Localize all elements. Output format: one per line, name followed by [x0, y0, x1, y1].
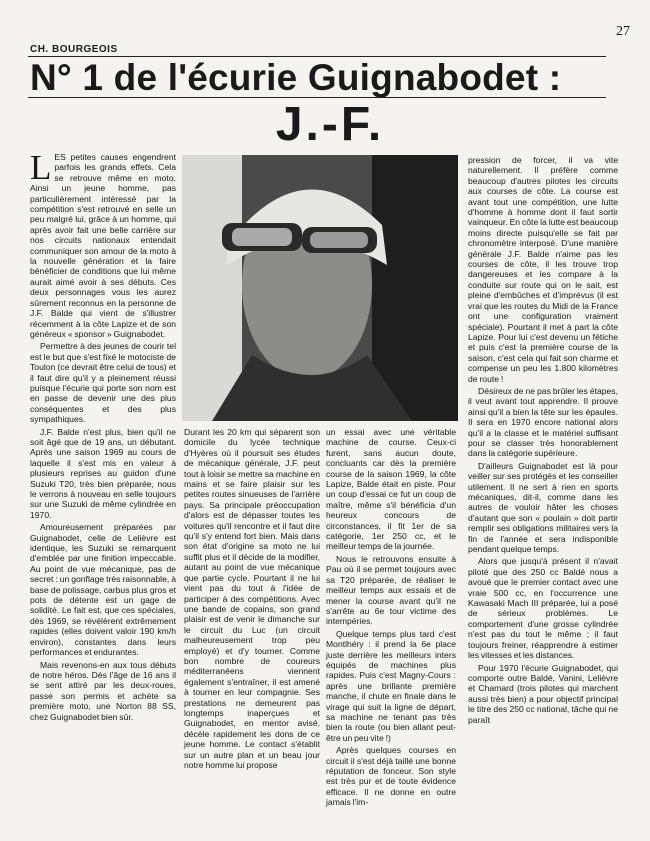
paragraph: Mais revenons-en aux tous débuts de notre héros. Dès l'âge de 16 ans il se sent attiré par les deux-roues, passe son permis et achète sa première moto, une Norton 88 SS, chez Guignabodet bien sûr. — [30, 659, 176, 722]
paragraph: D'ailleurs Guignabodet est là pour veiller sur ses protégés et les conseiller utilement. Il ne sert à rien en sports mécaniques, dit-il, comme dans les autres de vouloir hâter les choses d'autant que son « poulain » doit partir remplir ses obligations militaires vers la fin de l'année et sera indisponible pendant quelque temps. — [468, 460, 618, 555]
rider-portrait-photo — [182, 155, 458, 421]
article-column-4 — [468, 155, 618, 727]
paragraph: Durant les 20 km qui séparent son domicile du lycée technique d'Hyères où il poursuit ses études de mécanique générale, J.F. peut tout à loisir se mettre sa machine en mains et se faire plaisir sur les petites routes sinueuses de l'arrière pays. Sa principale préoccupation d'alors est de dépasser toutes les voitures qu'il rencontre et il faut dire qu'il s'y entend fort bien. Mais dans son état d'origine sa moto ne lui suffit plus et il décide de la modifier, autant au point de vue mécanique que partie cycle. Pourtant il ne lui vient pas du tout à l'idée de participer à des compétitions. Avec une bande de copains, son grand plaisir est de venir le dimanche sur le circuit du Luc (un circuit malheureusement trop peu employé) et d'y tourner. Comme bon nombre de coureurs méditerranéens viennent également s'entraîner, il est amené à tourner en leur compagnie. Ses prestations ne demeurent pas longtemps inaperçues et Guignabodet, en mentor avisé, décèle rapidement les dons de ce jeune homme. Le contact s'établit sur un autre plan et un beau jour notre homme lui propose — [184, 427, 320, 770]
drop-cap: L — [30, 148, 52, 187]
article-headline: N° 1 de l'écurie Guignabodet : — [30, 57, 562, 98]
paragraph — [30, 148, 176, 339]
paragraph: Amoureusement préparées par Guignabodet, celle de Lelièvre est identique, les Suzuki se remarquent d'emblée par une finition impeccable. Au point de vue mécanique, pas de secret : un gonflage très raisonnable, à base de polissage, carbus plus gros et pots de détente est un gage de solidité. Le fait est, que ces spéciales, dès 1969, se révélèrent extrêmement rapides (elles doivent valoir 190 km/h environ), constantes dans leurs performances et endurantes. — [30, 522, 176, 658]
paragraph: Nous le retrouvons ensuite à Pau où il se permet toujours avec sa T20 préparée, de réaliser le meilleur temps aux essais et de mener la course avant qu'il ne s'arrête au 6e tour victime des intempéries. — [326, 553, 456, 627]
article-subhead: J.-F. — [275, 98, 385, 151]
article-column-1 — [30, 148, 176, 724]
article-column-3 — [326, 427, 456, 810]
paragraph: Désireux de ne pas brûler les étapes, il veut avant tout apprendre. Il prouve ainsi qu'il a bien la tête sur les épaules. Il sera en 1970 encore national alors qu'il a la classe et le matériel suffisant pour se classer très honorablement dans la catégorie supérieure. — [468, 385, 618, 459]
page-number: 27 — [616, 24, 630, 39]
paragraph-text: ES petites causes engendrent parfois les grands effets. Cela se retrouve même en moto. Ainsi un jeune homme, pas particulièrement intéressé par la compétition s'est retrouvé en selle un peu malgré lui, grâce à un homme, qui après avoir fait une belle carrière sur nos circuits nationaux entendait communiquer son amour de la moto à la nouvelle génération et la faire bénéficier de conditions que lui même aurait aimé avoir à ses débuts. Ces deux personnages vous les aurez sûrement reconnus en la personne de J.F. Balde qui vient de s'illustrer récemment à la côte Lapize et de son généreux « sponsor » Guignabodet. — [30, 152, 176, 339]
paragraph: pression de forcer, il va vite naturellement. Il préfère comme beaucoup d'autres pilotes les circuits aux courses de côte. La course est avant tout une compétition, une lutte d'homme à homme dont il faut sortir vainqueur. En côte la lutte est beaucoup moins directe puisqu'elle se fait par chronomètre interposé. D'une manière générale J.F. Balde n'aime pas les courses de côte, il les trouve trop dangereuses et les compare à la conduite sur route qui on le sait, est pleine d'embûches et d'imprévus (il est vrai que les routes du Midi de la France ont une configuration vraiment spéciale). Pourtant il met à part la côte Lapize. Pour lui c'est devenu un fétiche et puis c'est la première course de la saison, c'est cela qui fait son charme et compense un peu les 1.800 kilomètres de route ! — [468, 155, 618, 384]
article-column-2 — [184, 427, 320, 772]
paragraph: Pour 1970 l'écurie Guignabodet, qui comporte outre Baldé, Vanini, Lelièvre et Chamard (trois pilotes qui marchent aussi très bien) a pour objectif principal le titre des 250 cc national, tâche qui ne paraît — [468, 662, 618, 725]
paragraph: Permettre à des jeunes de courir tel est le but que s'est fixé le motociste de Toulon (ce devrait être celui de tous) et il faut dire qu'il y a pleinement réussi puisque l'écurie qui porte son nom est en passe de devenir une des plus conséquentes et des plus sympathiques. — [30, 341, 176, 425]
paragraph: Alors que jusqu'à présent il n'avait piloté que des 250 cc Baldé nous a avoué que le premier contact avec une vraie 500 cc, en l'occurrence une Kawasaki Mach III préparée, lui a posé de sérieux problèmes. Le comportement d'une grosse cylindrée n'est pas du tout le même ; il faut toujours freiner, réapprendre à estimer les vitesses et les distances. — [468, 556, 618, 661]
paragraph: Quelque temps plus tard c'est Montlhéry : il prend la 6e place juste derrière les meilleurs inters équipés de machines plus rapides. Puis c'est Magny-Cours : après une brillante première manche, il chute en finale dans le virage qui suit la ligne de départ, sa machine ne tenant pas très bien la route (ou bien allant peut-être un peu vite !) — [326, 628, 456, 743]
author-byline: CH. BOURGEOIS — [30, 44, 118, 55]
paragraph: un essai avec une véritable machine de course. Ceux-ci furent, sans aucun doute, concluants car dès la première course de la saison 1969, la côte Lapize, Balde était en piste. Pour un coup d'essai ce fut un coup de maître, même s'il bénéficia d'un heureux concours de circonstances, il fit 1er de sa catégorie, 1er 250 cc, et le meilleur temps de la journée. — [326, 427, 456, 552]
paragraph: J.F. Balde n'est plus, bien qu'il ne soit âgé que de 19 ans, un débutant. Après une saison 1969 au cours de laquelle il s'est mis en valeur à plusieurs reprises au guidon d'une Suzuki T20, très bien préparée, nous le verrons à nouveau en selle toujours sur une Suzuki de même cylindrée en 1970. — [30, 426, 176, 520]
paragraph: Après quelques courses en circuit il s'est déjà taillé une bonne réputation de fonceur. Son style est très pur et de toute évidence efficace. Il ne donne en outre jamais l'im- — [326, 745, 456, 808]
